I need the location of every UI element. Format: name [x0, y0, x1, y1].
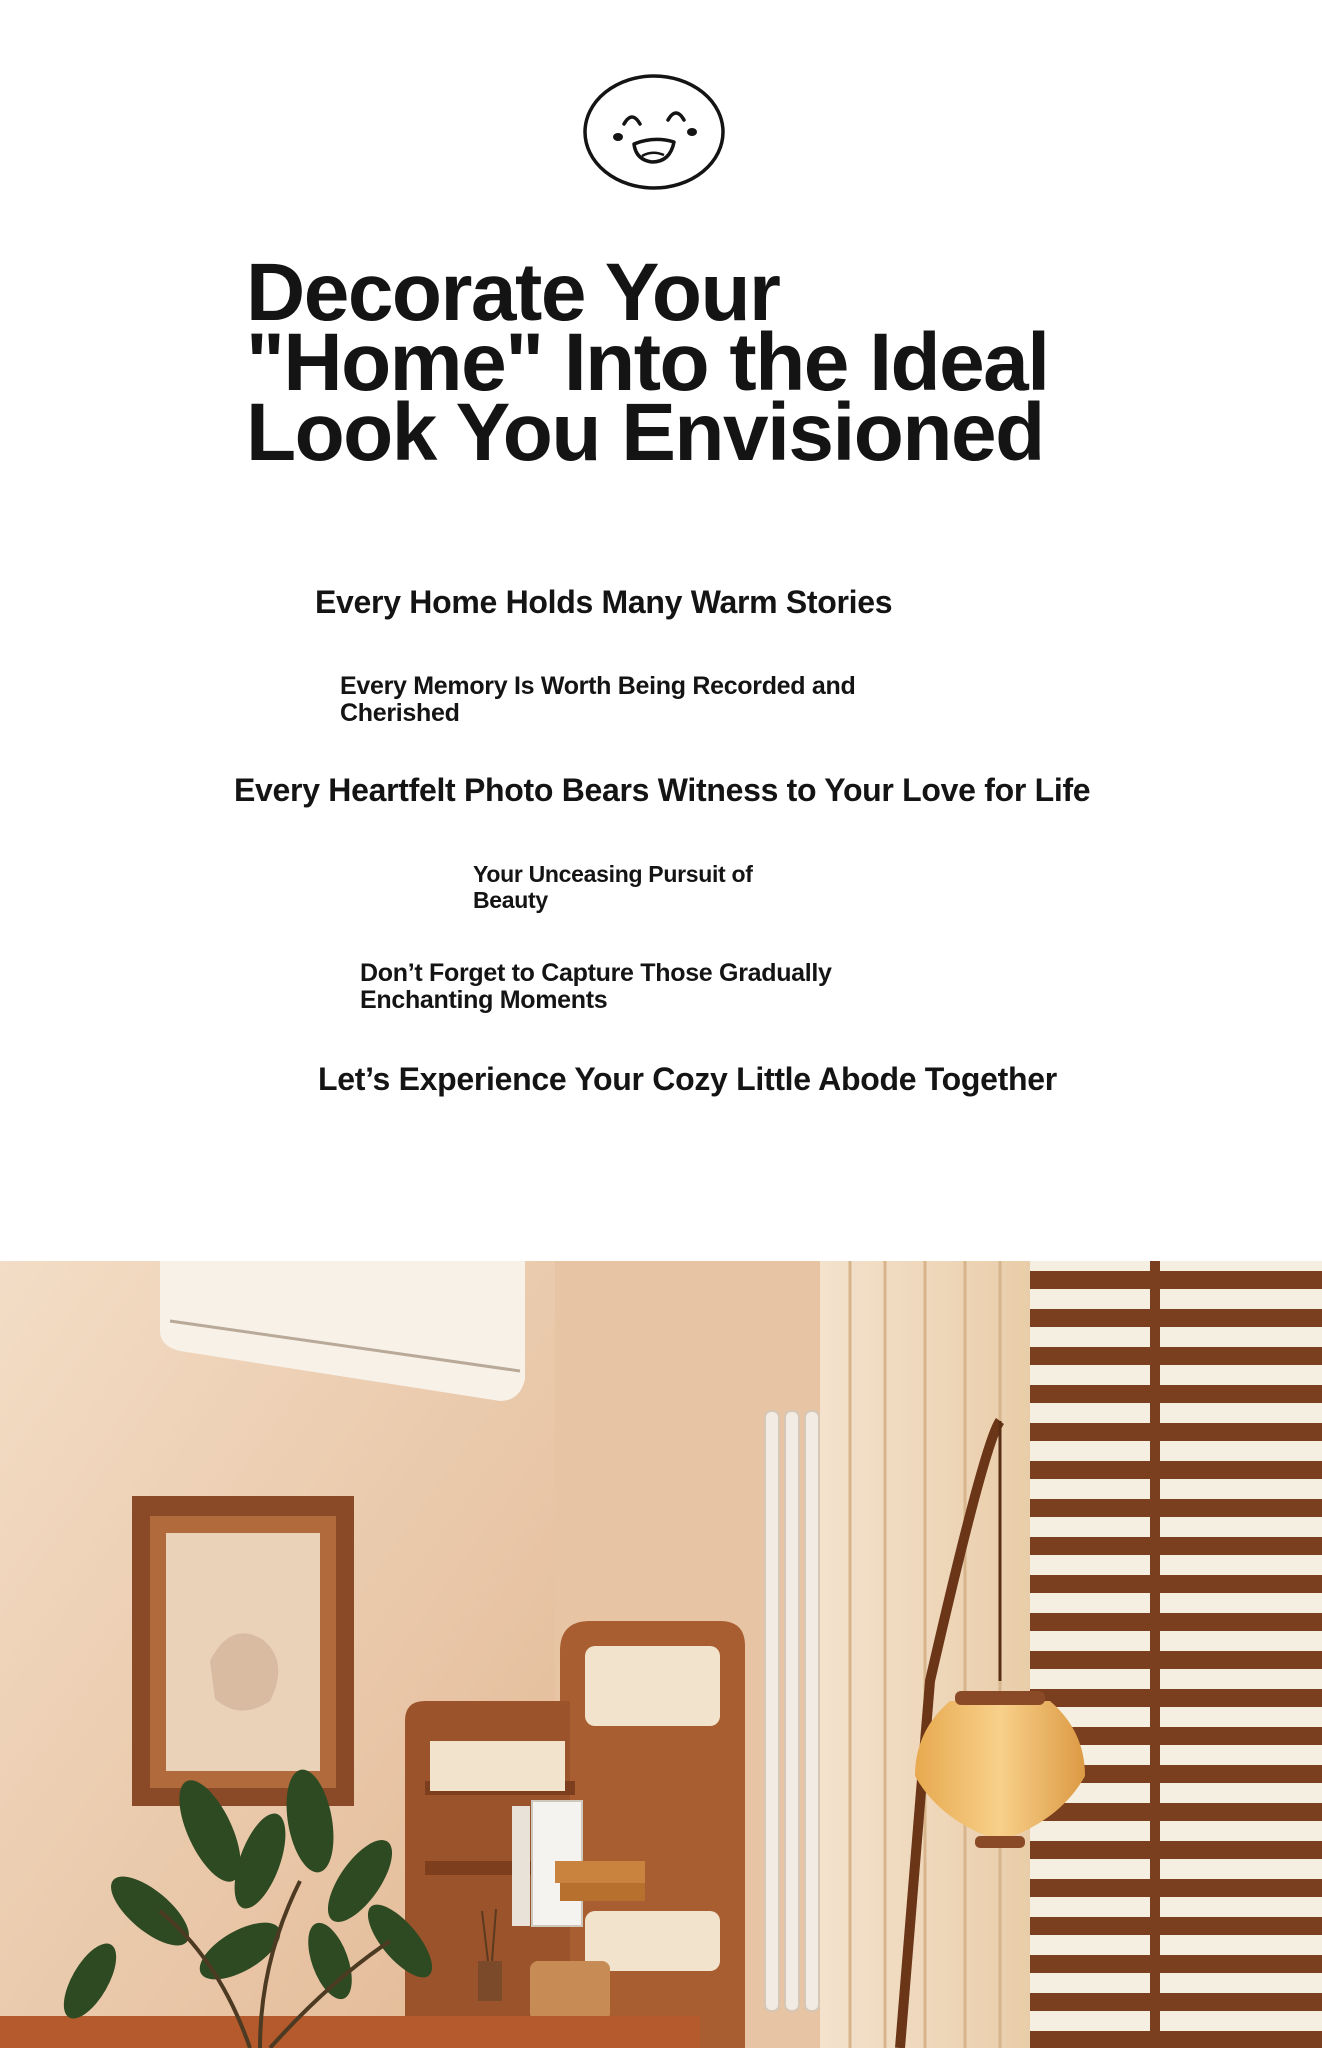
laughing-face-icon: [580, 70, 730, 195]
tagline-6: Let’s Experience Your Cozy Little Abode Together: [318, 1061, 1057, 1097]
tagline-3: Every Heartfelt Photo Bears Witness to Your Love for Life: [234, 772, 1091, 808]
tagline-2: Every Memory Is Worth Being Recorded and Cherished: [340, 672, 856, 727]
interior-photo: [0, 1261, 1322, 2048]
tagline-5: Don’t Forget to Capture Those Gradually Enchanting Moments: [360, 959, 832, 1014]
tagline-4: Your Unceasing Pursuit of Beauty: [473, 861, 753, 913]
headline-line-1: Decorate Your: [246, 247, 780, 338]
tagline-1: Every Home Holds Many Warm Stories: [315, 584, 893, 620]
headline-line-3: Look You Envisioned: [246, 387, 1044, 478]
headline: [246, 247, 1146, 478]
headline-line-2: "Home" Into the Ideal: [246, 317, 1049, 408]
